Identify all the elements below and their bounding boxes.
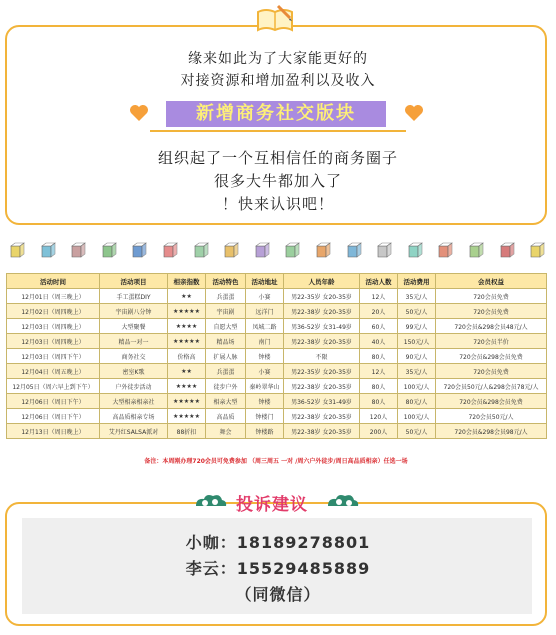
table-cell: 徒步户外 bbox=[206, 379, 246, 394]
table-cell: 男22-35岁 女20-35岁 bbox=[284, 289, 360, 304]
cube-icon bbox=[406, 241, 424, 259]
table-cell: 男22-35岁 女20-35岁 bbox=[284, 364, 360, 379]
cube-icon bbox=[161, 241, 179, 259]
table-cell: 12月13日（周日晚上） bbox=[7, 424, 100, 439]
cube-icon bbox=[253, 241, 271, 259]
table-cell: 兵蛋蛋 bbox=[206, 289, 246, 304]
table-row bbox=[7, 289, 547, 304]
table-cell: ★★★★★ bbox=[168, 394, 206, 409]
table-cell: 12月03日（周四晚上） bbox=[7, 319, 100, 334]
table-cell: 100元/人 bbox=[398, 379, 436, 394]
intro-line-4: 很多大牛都加入了 bbox=[213, 172, 342, 190]
table-cell: 精品场 bbox=[206, 334, 246, 349]
table-cell: 价格高 bbox=[168, 349, 206, 364]
table-cell: ★★★★ bbox=[168, 319, 206, 334]
table-cell: 男22-38岁 女20-35岁 bbox=[284, 334, 360, 349]
table-cell: 大型聚餐 bbox=[100, 319, 168, 334]
table-cell: 90元/人 bbox=[398, 349, 436, 364]
table-row bbox=[7, 409, 547, 424]
column-header: 活动特色 bbox=[206, 274, 246, 289]
table-cell: 720会员免费 bbox=[436, 289, 547, 304]
table-cell: 720会员50元/人 bbox=[436, 409, 547, 424]
table-cell: 自愿大型 bbox=[206, 319, 246, 334]
cube-icon bbox=[8, 241, 26, 259]
table-cell: 200人 bbox=[360, 424, 398, 439]
table-cell: 小赛 bbox=[246, 289, 284, 304]
table-cell: 钟楼 bbox=[246, 394, 284, 409]
notebook-pencil-icon bbox=[256, 2, 294, 34]
auspicious-cloud-icon-left bbox=[194, 492, 228, 510]
table-cell: 12人 bbox=[360, 364, 398, 379]
banner-title: 新增商务社交版块 bbox=[166, 101, 386, 127]
cube-icon bbox=[283, 241, 301, 259]
table-cell: 男22-38岁 女20-35岁 bbox=[284, 409, 360, 424]
table-cell: 扩展人脉 bbox=[206, 349, 246, 364]
table-cell: 50元/人 bbox=[398, 424, 436, 439]
table-cell: 99元/人 bbox=[398, 319, 436, 334]
table-cell: 720会员免费 bbox=[436, 304, 547, 319]
column-header: 活动费用 bbox=[398, 274, 436, 289]
table-cell: 户外徒步活动 bbox=[100, 379, 168, 394]
heart-icon-right bbox=[404, 104, 424, 122]
table-cell: 35元/人 bbox=[398, 289, 436, 304]
table-cell: 密室K歌 bbox=[100, 364, 168, 379]
table-cell: 不限 bbox=[284, 349, 360, 364]
column-header: 会员权益 bbox=[436, 274, 547, 289]
table-cell: ★★ bbox=[168, 364, 206, 379]
auspicious-cloud-icon-right bbox=[326, 492, 360, 510]
contact-wechat-note: （同微信） bbox=[235, 585, 321, 604]
table-cell: 男22-38岁 女20-35岁 bbox=[284, 304, 360, 319]
table-cell: 12月01日（周三晚上） bbox=[7, 289, 100, 304]
column-header: 活动人数 bbox=[360, 274, 398, 289]
contact-phone-1: 小咖：18189278801 bbox=[185, 533, 371, 552]
table-cell: 720会员&298会员免费 bbox=[436, 394, 547, 409]
column-header: 活动项目 bbox=[100, 274, 168, 289]
table-cell: 720会员&298会员免费 bbox=[436, 349, 547, 364]
table-cell: 720会员&298会员48元/人 bbox=[436, 319, 547, 334]
table-cell: 40人 bbox=[360, 334, 398, 349]
table-cell: 兵蛋蛋 bbox=[206, 364, 246, 379]
heart-icon-left bbox=[129, 104, 149, 122]
table-cell: 小赛 bbox=[246, 364, 284, 379]
table-cell: 80元/人 bbox=[398, 394, 436, 409]
table-cell: 手工蛋糕DIY bbox=[100, 289, 168, 304]
table-cell: 12人 bbox=[360, 289, 398, 304]
column-header: 活动时间 bbox=[7, 274, 100, 289]
table-cell: 凤城二路 bbox=[246, 319, 284, 334]
cube-icon bbox=[345, 241, 363, 259]
table-cell: 12月03日（周四下午） bbox=[7, 349, 100, 364]
table-cell: 男22-38岁 女20-35岁 bbox=[284, 379, 360, 394]
cube-icon bbox=[130, 241, 148, 259]
table-note: 备注：本周刚办理720会员可免费参加 （周三周五 一对 /周六户外徒步/周日高品质相亲）任选一场 bbox=[144, 458, 408, 465]
table-cell: 720会员免费 bbox=[436, 364, 547, 379]
table-row bbox=[7, 364, 547, 379]
table-cell: 100元/人 bbox=[398, 409, 436, 424]
table-cell: 720会员半价 bbox=[436, 334, 547, 349]
activity-schedule-table bbox=[6, 273, 547, 439]
table-cell: 12月03日（周四晚上） bbox=[7, 334, 100, 349]
table-cell: 60人 bbox=[360, 319, 398, 334]
table-cell: 12月06日（周日下午） bbox=[7, 394, 100, 409]
table-cell: 12月06日（周日下午） bbox=[7, 409, 100, 424]
cube-icon bbox=[222, 241, 240, 259]
decorative-cube-row bbox=[8, 241, 548, 261]
table-cell: 艾丹红SALSA派对 bbox=[100, 424, 168, 439]
table-cell: 12月05日（周六早上到下午） bbox=[7, 379, 100, 394]
cube-icon bbox=[192, 241, 210, 259]
table-row bbox=[7, 394, 547, 409]
table-cell: 720会员&298会员98元/人 bbox=[436, 424, 547, 439]
table-cell: 钟楼路 bbox=[246, 424, 284, 439]
table-cell: 12月04日（周五晚上） bbox=[7, 364, 100, 379]
table-cell: 宇宙剧八分钟 bbox=[100, 304, 168, 319]
table-cell: 720会员50元/人&298会员78元/人 bbox=[436, 379, 547, 394]
table-row bbox=[7, 304, 547, 319]
table-cell: 80人 bbox=[360, 379, 398, 394]
table-cell: ★★★★ bbox=[168, 379, 206, 394]
cube-icon bbox=[100, 241, 118, 259]
table-cell: 秦岭翠华山 bbox=[246, 379, 284, 394]
table-row bbox=[7, 379, 547, 394]
table-cell: 南门 bbox=[246, 334, 284, 349]
table-cell: 80人 bbox=[360, 394, 398, 409]
table-cell: 20人 bbox=[360, 304, 398, 319]
contact-phone-2: 李云：15529485889 bbox=[185, 559, 371, 578]
intro-line-3: 组织起了一个互相信任的商务圈子 bbox=[157, 149, 398, 167]
intro-line-2: 对接资源和增加盈利以及收入 bbox=[180, 73, 376, 89]
cube-icon bbox=[436, 241, 454, 259]
column-header: 相亲指数 bbox=[168, 274, 206, 289]
cube-icon bbox=[467, 241, 485, 259]
table-row bbox=[7, 334, 547, 349]
table-cell: 高品质相亲专场 bbox=[100, 409, 168, 424]
table-cell: 钟楼 bbox=[246, 349, 284, 364]
intro-line-1: 缘来如此为了大家能更好的 bbox=[188, 51, 368, 67]
banner-underline bbox=[150, 130, 406, 132]
intro-line-5: ！快来认识吧！ bbox=[221, 195, 334, 213]
table-cell: 商务社交 bbox=[100, 349, 168, 364]
cube-icon bbox=[498, 241, 516, 259]
table-cell: 远洋门 bbox=[246, 304, 284, 319]
table-cell: 男22-38岁 女20-35岁 bbox=[284, 424, 360, 439]
table-cell: 88折扣 bbox=[168, 424, 206, 439]
table-cell: 高品质 bbox=[206, 409, 246, 424]
table-cell: 相亲大型 bbox=[206, 394, 246, 409]
table-cell: 精品一对一 bbox=[100, 334, 168, 349]
table-cell: 大型相亲相亲社 bbox=[100, 394, 168, 409]
table-cell: 男36-52岁 女31-49岁 bbox=[284, 319, 360, 334]
cube-icon bbox=[314, 241, 332, 259]
table-cell: 男36-52岁 女31-49岁 bbox=[284, 394, 360, 409]
table-cell: 80人 bbox=[360, 349, 398, 364]
table-row bbox=[7, 349, 547, 364]
cube-icon bbox=[69, 241, 87, 259]
table-cell: 宇宙剧 bbox=[206, 304, 246, 319]
table-row bbox=[7, 319, 547, 334]
cube-icon bbox=[39, 241, 57, 259]
table-cell: 钟楼门 bbox=[246, 409, 284, 424]
table-row bbox=[7, 424, 547, 439]
table-cell: ★★★★★ bbox=[168, 409, 206, 424]
table-cell: 35元/人 bbox=[398, 364, 436, 379]
complaint-title: 投诉建议 bbox=[236, 495, 308, 515]
cube-icon bbox=[528, 241, 546, 259]
table-cell: 舞会 bbox=[206, 424, 246, 439]
column-header: 人员年龄 bbox=[284, 274, 360, 289]
table-cell: ★★★★★ bbox=[168, 334, 206, 349]
table-header-row bbox=[7, 274, 547, 289]
table-cell: 150元/人 bbox=[398, 334, 436, 349]
table-cell: ★★ bbox=[168, 289, 206, 304]
table-cell: ★★★★★ bbox=[168, 304, 206, 319]
cube-icon bbox=[375, 241, 393, 259]
table-cell: 12月02日（周四晚上） bbox=[7, 304, 100, 319]
table-cell: 120人 bbox=[360, 409, 398, 424]
table-cell: 50元/人 bbox=[398, 304, 436, 319]
column-header: 活动地址 bbox=[246, 274, 284, 289]
